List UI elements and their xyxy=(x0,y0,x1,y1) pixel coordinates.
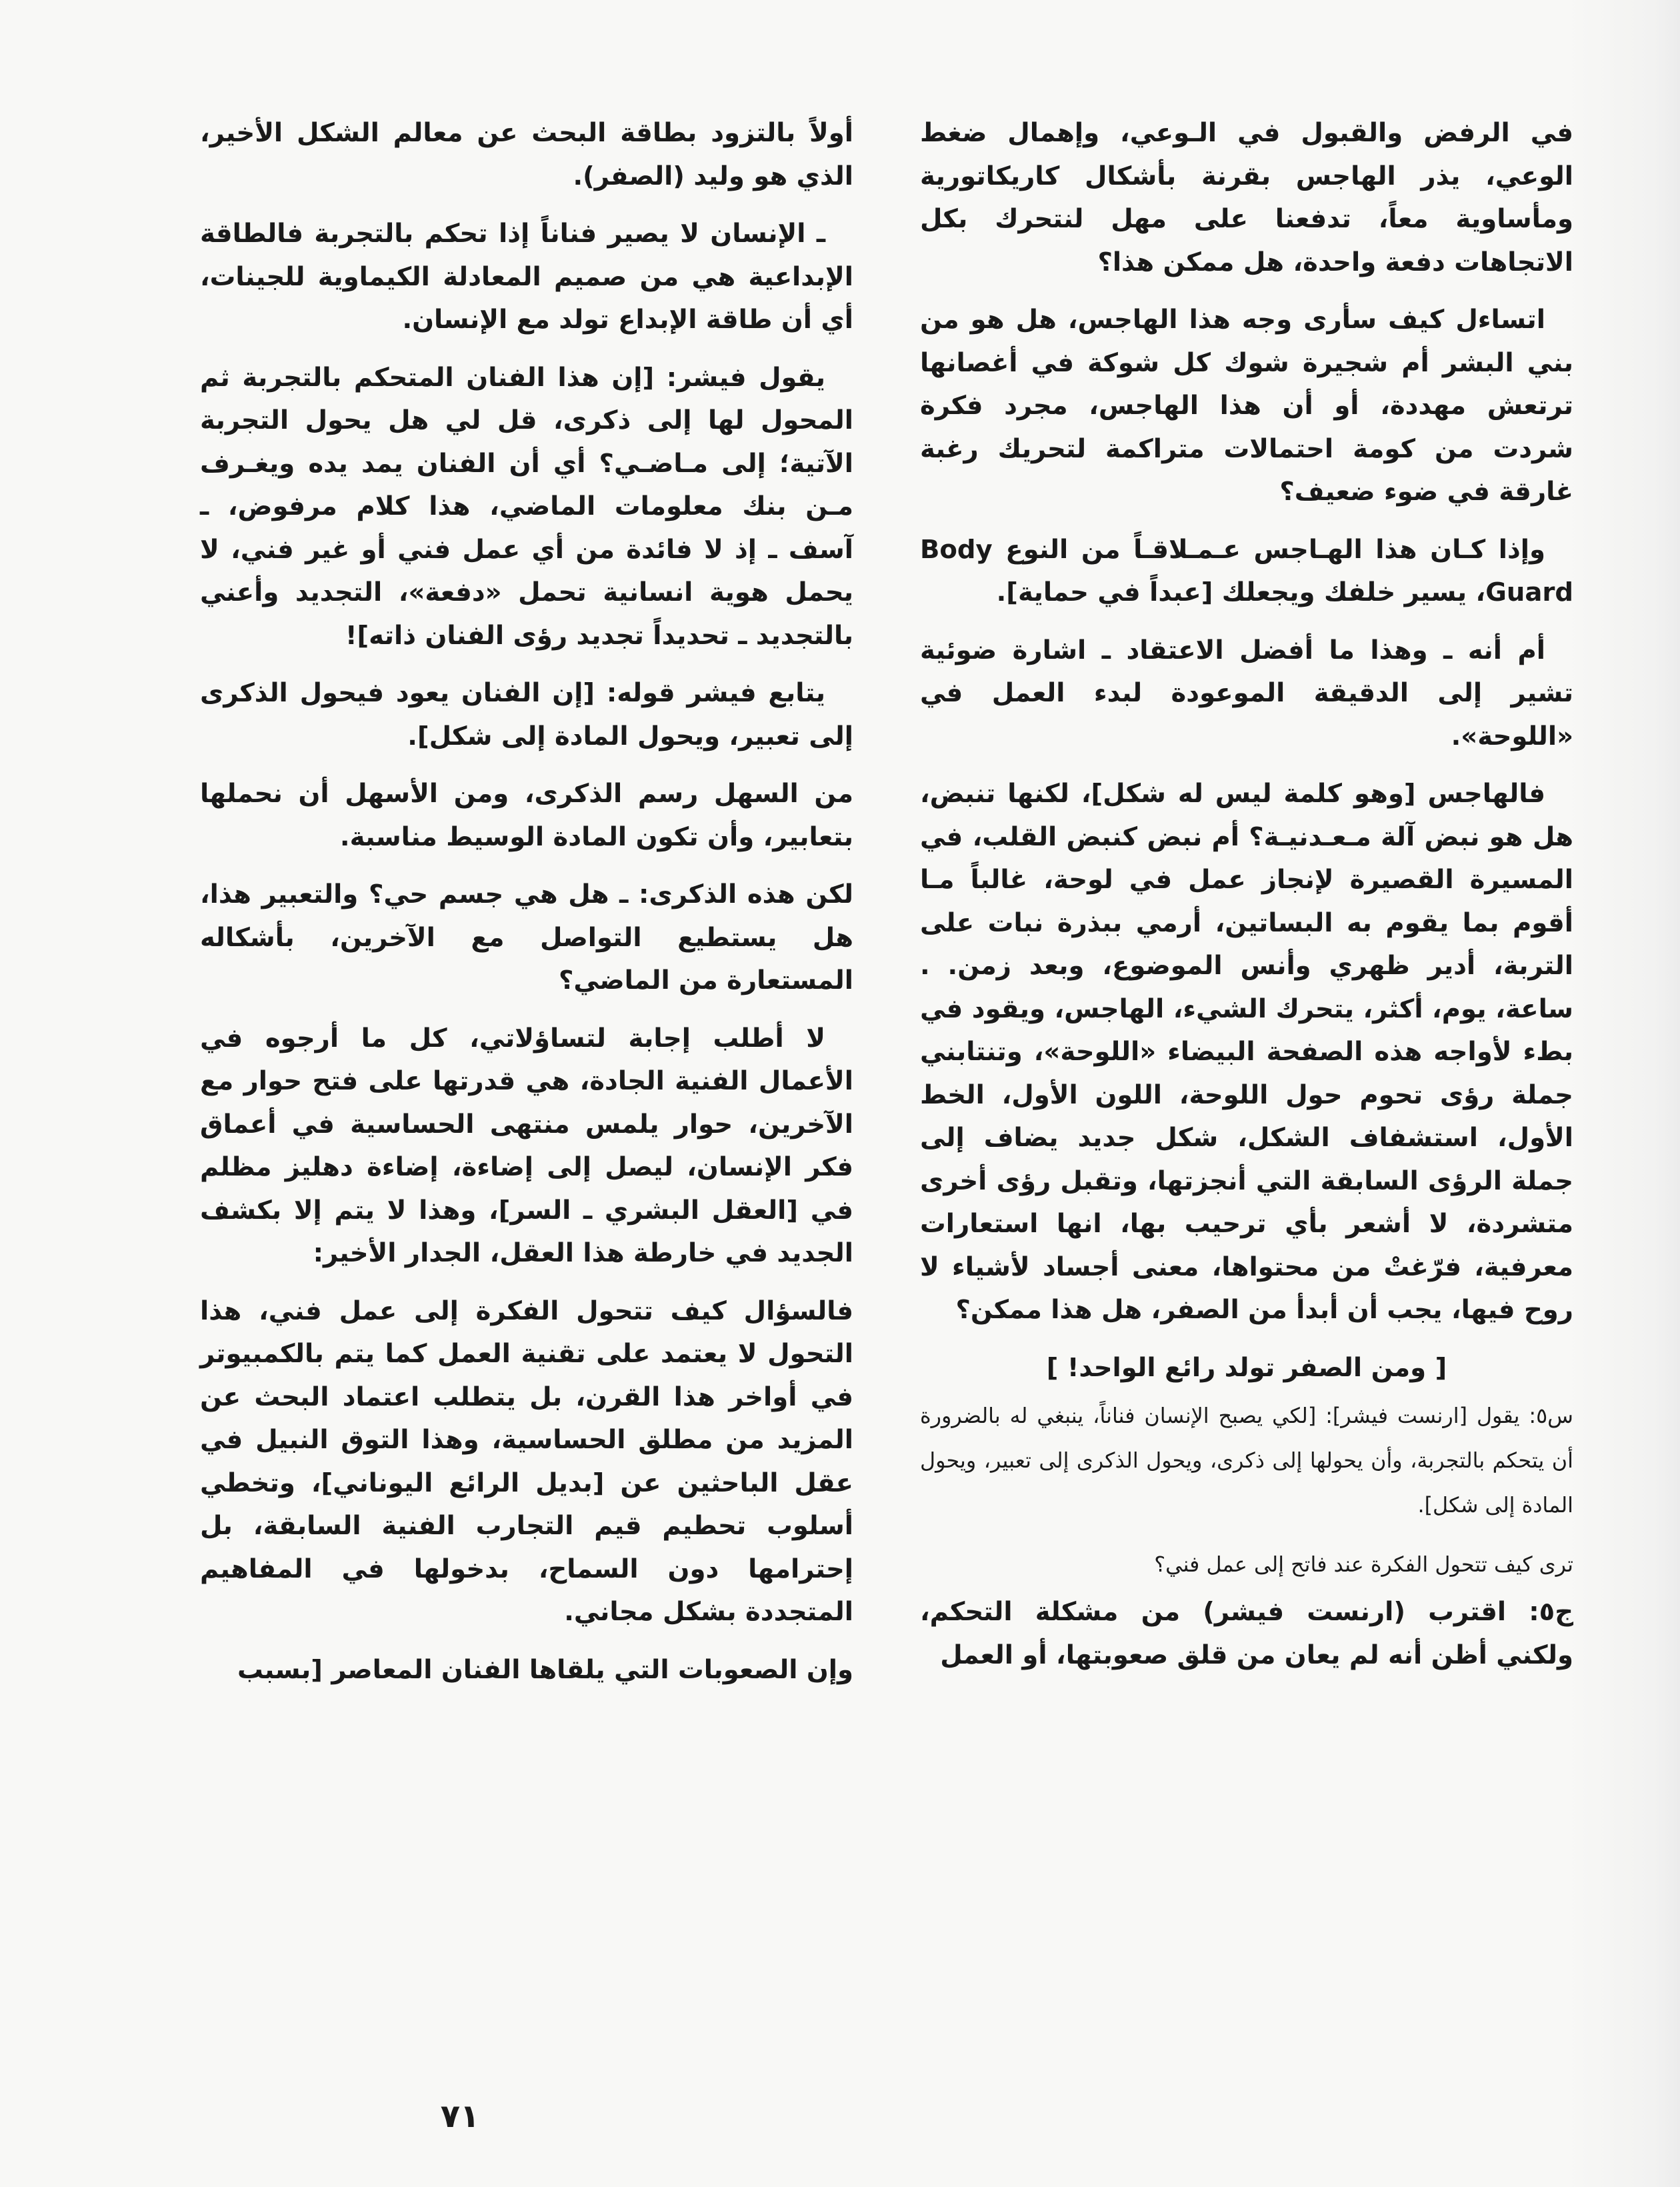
paragraph: أم أنه ـ وهذا ما أفضل الاعتقاد ـ اشارة ضوئية تشير إلى الدقيقة الموعودة لبدء العمل في «اللوحة». xyxy=(920,635,1573,751)
paragraph: يتابع فيشر قوله: [إن الفنان يعود فيحول الذكرى إلى تعبير، ويحول المادة إلى شكل]. xyxy=(200,678,853,751)
paragraph: فالهاجس [وهو كلمة ليس له شكل]، لكنها تنبض، هل هو نبض آلة مـعـدنيـة؟ أم نبض كنبض القلب، في المسيرة القصيرة لإنجاز عمل في لوحة، غالباً مـا أقوم بما يقوم به البساتين، أرمي ببذرة نبات على التربة، أدير ظهري وأنس الموضوع، وبعد زمن. . ساعة، يوم، أكثر، يتحرك الشيء، الهاجس، ويقود في بطء لأواجه هذه الصفحة البيضاء «اللوحة»، وتنتابني جملة رؤى تحوم حول اللوحة، اللون الأول، الخط الأول، استشفاف الشكل، شكل جديد يضاف إلى جملة الرؤى السابقة التي أنجزتها، وتقبل رؤى أخرى متشردة، لا أشعر بأي ترحيب بها، انها استعارات معرفية، فرّغتْ من محتواها، معنى أجساد لأشياء لا روح فيها، يجب أن أبدأ من الصفر، هل هذا ممكن؟ xyxy=(920,779,1573,1325)
question-paragraph: ترى كيف تتحول الفكرة عند فاتح إلى عمل فني؟ xyxy=(1154,1552,1573,1577)
paragraph: وإن الصعوبات التي يلقاها الفنان المعاصر [بسبب xyxy=(237,1654,853,1685)
paragraph: فالسؤال كيف تتحول الفكرة إلى عمل فني، هذا التحول لا يعتمد على تقنية العمل كما يتم بالكمبيوتر في أواخر هذا القرن، بل يتطلب اعتماد البحث عن المزيد من مطلق الحساسية، وهذا التوق النبيل في عقل الباحثين عن [بديل الرائع اليوناني]، وتخطي أسلوب تحطيم قيم التجارب الفنية السابقة، بل إحترامها دون السماح، بدخولها في المفاهيم المتجددة بشكل مجاني. xyxy=(200,1296,853,1627)
left-text-column xyxy=(200,112,853,1696)
paragraph: أولاً بالتزود بطاقة البحث عن معالم الشكل الأخير، الذي هو وليد (الصفر). xyxy=(200,118,853,191)
paragraph: في الرفض والقبول في الـوعي، وإهمال ضغط الوعي، يذر الهاجس بقرنة بأشكال كاريكاتورية ومأساوية معاً، تدفعنا على مهل لنتحرك بكل الاتجاهات دفعة واحدة، هل ممكن هذا؟ xyxy=(920,118,1573,277)
paragraph: لا أطلب إجابة لتساؤلاتي، كل ما أرجوه في الأعمال الفنية الجادة، هي قدرتها على فتح حوار مع الآخرين، حوار يلمس منتهى الحساسية في أعماق فكر الإنسان، ليصل إلى إضاءة، إضاءة دهليز مظلم في [العقل البشري ـ السر]، وهذا لا يتم إلا بكشف الجديد في خارطة هذا العقل، الجدار الأخير: xyxy=(200,1023,853,1268)
question-paragraph: س٥: يقول [ارنست فيشر]: [لكي يصبح الإنسان فناناً، ينبغي له بالضرورة أن يتحكم بالتجربة، وأن يحولها إلى ذكرى، ويحول الذكرى إلى تعبير، ويحول المادة إلى شكل]. xyxy=(920,1404,1573,1518)
paragraph: لكن هذه الذكرى: ـ هل هي جسم حي؟ والتعبير هذا، هل يستطيع التواصل مع الآخرين، بأشكاله المستعارة من الماضي؟ xyxy=(200,879,853,995)
paragraph: من السهل رسم الذكرى، ومن الأسهل أن نحملها بتعابير، وأن تكون المادة الوسيط مناسبة. xyxy=(200,779,853,852)
page-edge-shadow xyxy=(1563,0,1680,2187)
paragraph: ـ الإنسان لا يصير فناناً إذا تحكم بالتجربة فالطاقة الإبداعية هي من صميم المعادلة الكيماوية للجينات، أي أن طاقة الإبداع تولد مع الإنسان. xyxy=(200,219,853,335)
paragraph: وإذا كـان هذا الهـاجس عـمـلاقـاً من النوع Body Guard، يسير خلفك ويجعلك [عبداً في حماية]. xyxy=(920,534,1573,607)
paragraph: يقول فيشر: [إن هذا الفنان المتحكم بالتجربة ثم المحول لها إلى ذكرى، قل لي هل يحول التجربة الآتية؛ إلى مـاضـي؟ أي أن الفنان يمد يده ويغـرف مـن بنك معلومات الماضي، هذا كلام مرفوض، ـ آسف ـ إذ لا فائدة من أي عمل فني أو غير فني، لا يحمل هوية انسانية تحمل «دفعة»، التجديد وأعني بالتجديد ـ تحديداً تجديد رؤى الفنان ذاته]! xyxy=(200,362,853,651)
quote-line: [ ومن الصفر تولد رائع الواحد! ] xyxy=(1046,1352,1447,1383)
paragraph: اتساءل كيف سأرى وجه هذا الهاجس، هل هو من بني البشر أم شجيرة شوك كل شوكة في أغصانها ترتعش مهددة، أو أن هذا الهاجس، مجرد فكرة شردت من كومة احتمالات متراكمة لتحريك رغبة غارقة في ضوء ضعيف؟ xyxy=(920,305,1573,507)
answer-paragraph: ج٥: اقترب (ارنست فيشر) من مشكلة التحكم، ولكني أظن أنه لم يعان من قلق صعوبتها، أو العمل xyxy=(920,1597,1573,1670)
page-number: ٧١ xyxy=(440,2098,480,2135)
right-text-column xyxy=(920,112,1573,1692)
